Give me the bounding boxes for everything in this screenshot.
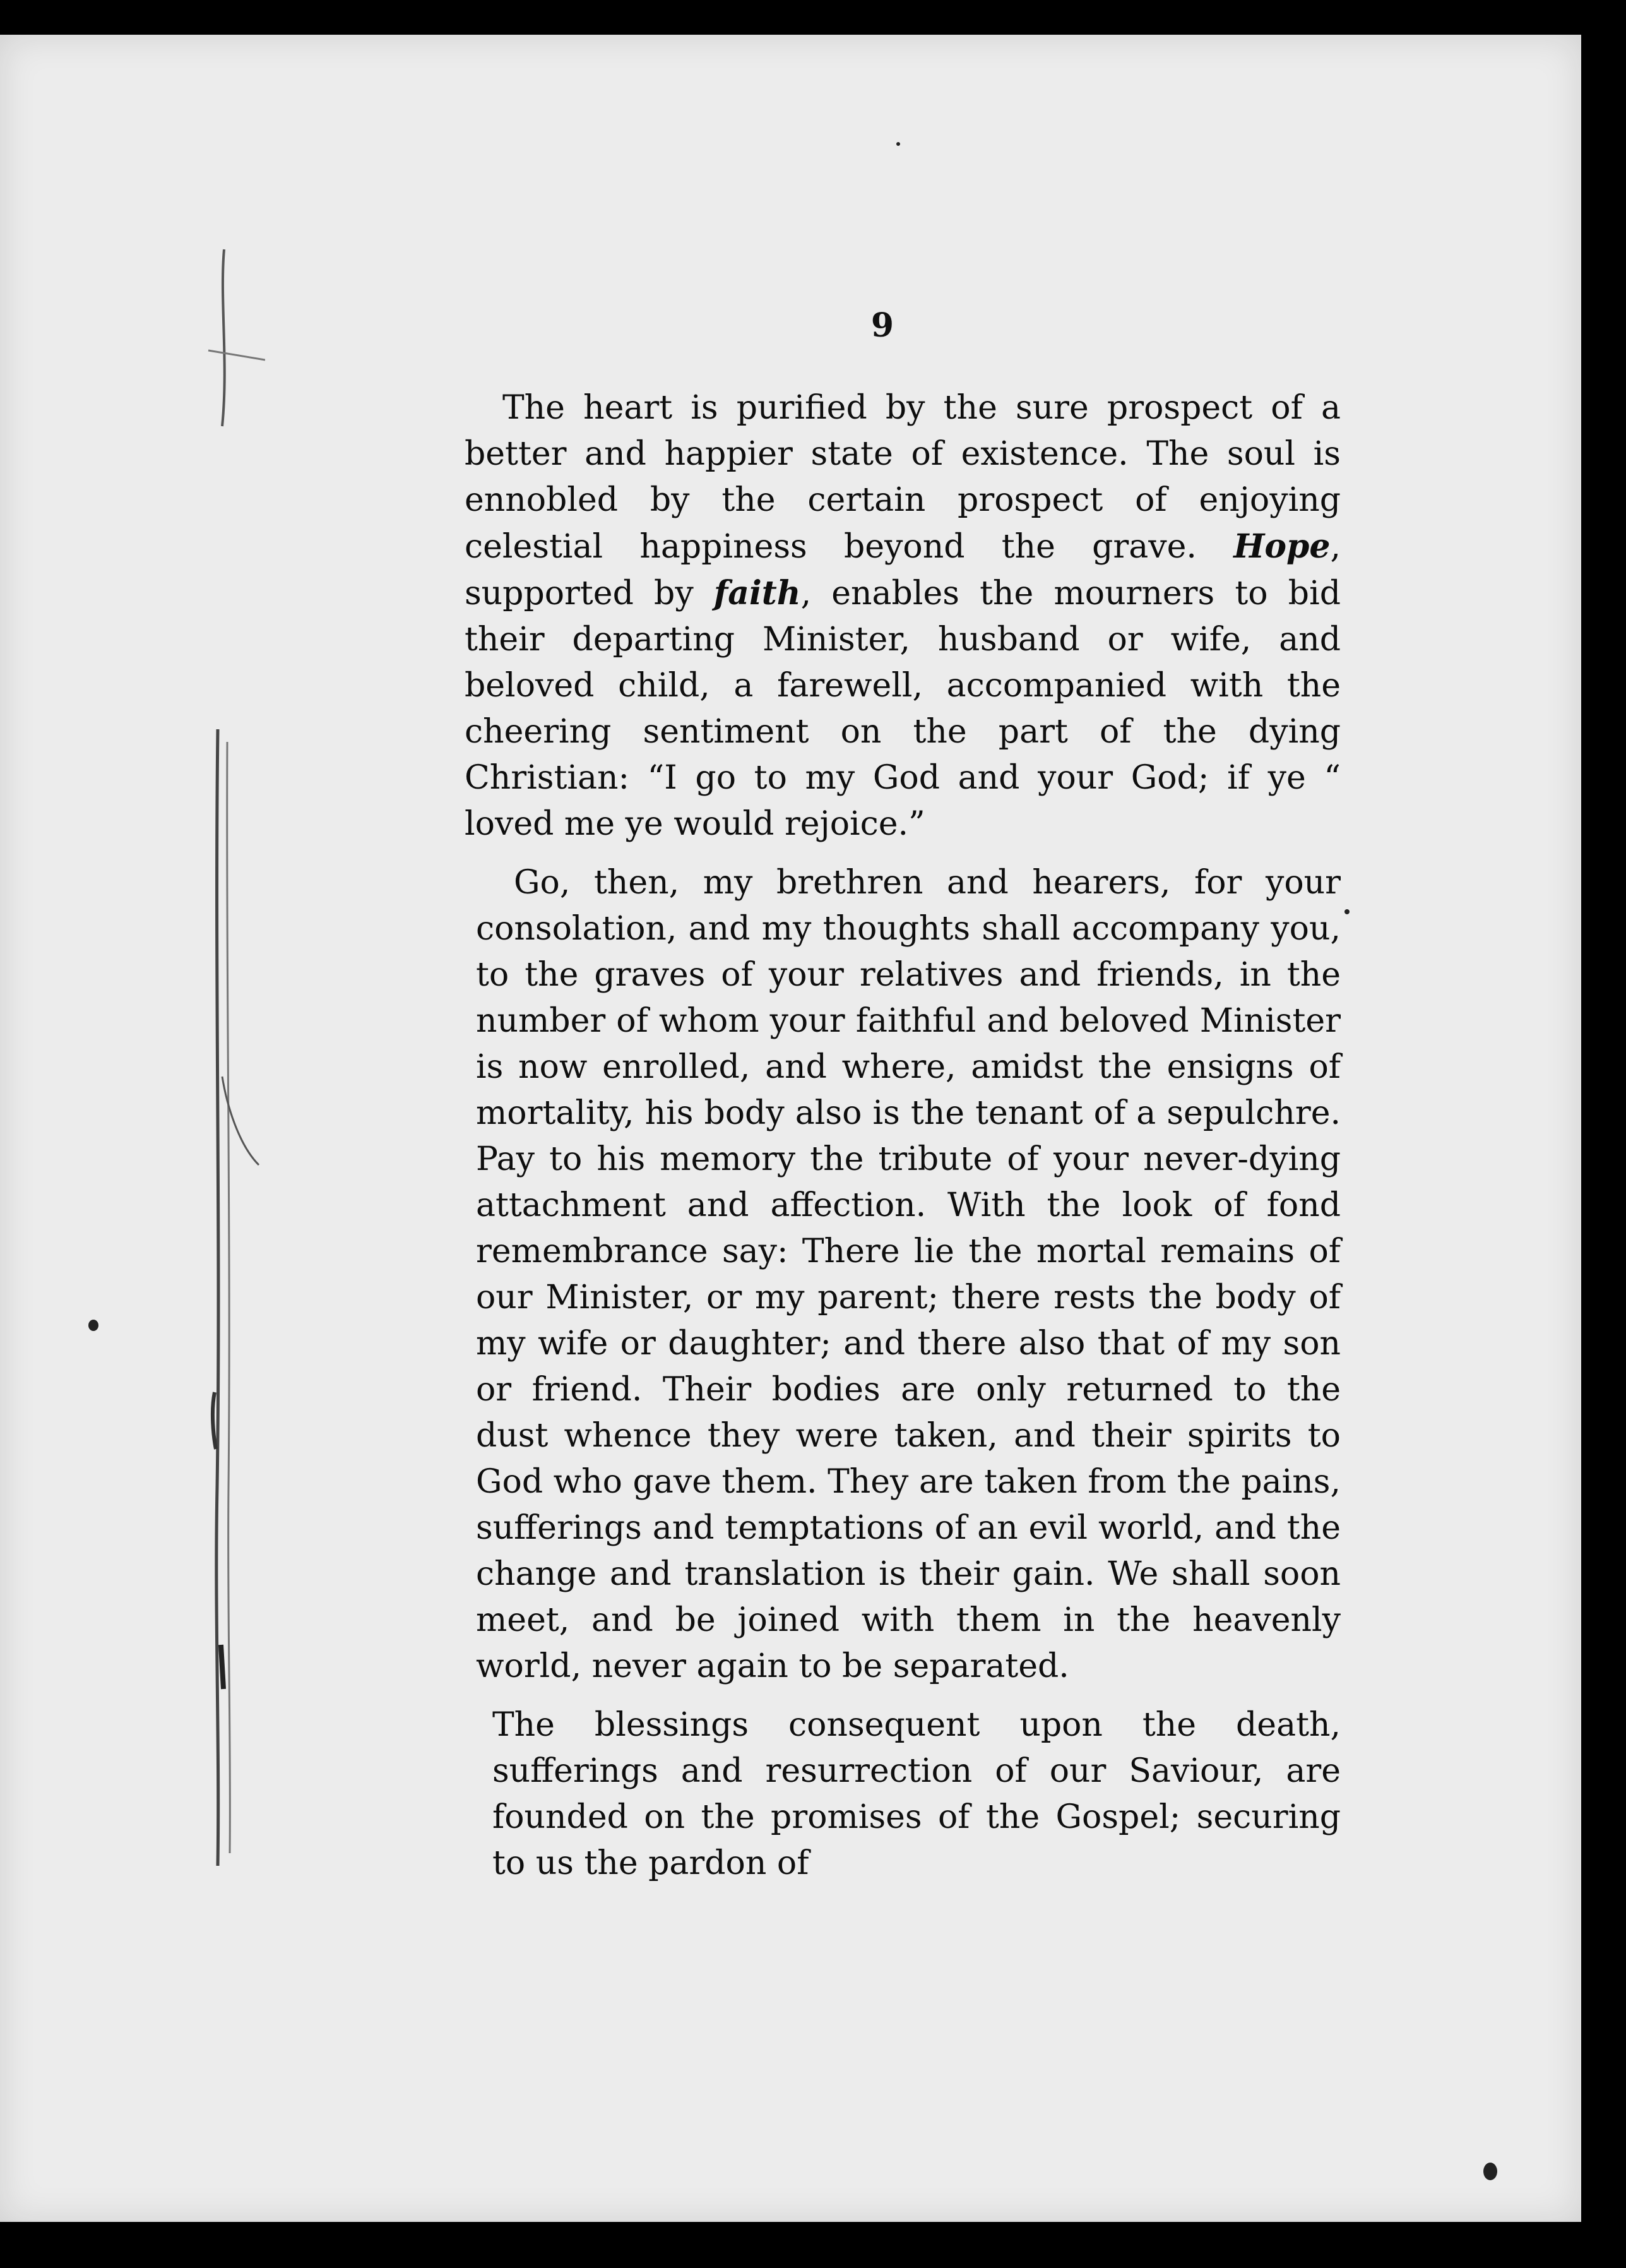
paragraph-2: Go, then, my brethren and hearers, for your consolation, and my thoughts shall accompany you, to the graves of your relatives and friends, in the number of whom your faithful and beloved Minister is now enrolled, and where, amidst the ensigns of mortality, his body also is the tenant of a sepulchre. Pay to his memory the tribute of your never-dying attachment and affection. With the look of fond remembrance say: There lie the mortal remains of our Minister, or my parent; there rests the body of my wife or daughter; and there also that of my son or friend. Their bodies are only returned to the dust whence they were taken, and their spirits to God who gave them. They are taken from the pains, sufferings and temptations of an evil world, and the change and translation is their gain. We shall soon meet, and be joined with them in the heavenly world, never again to be separated.: [476, 864, 1341, 1685]
page-number: 9: [870, 306, 894, 345]
paper-speck: [88, 1320, 98, 1331]
paragraph-1: [465, 385, 1341, 847]
emphasis-faith: faith: [713, 574, 801, 612]
paragraph-3: The blessings consequent upon the death, sufferings and resurrection of our Saviour, are founded on the promises of the Gospel; securing to us the pardon of: [492, 1706, 1341, 1882]
book-page: [0, 35, 1581, 2222]
binding-thread: [189, 35, 265, 2222]
paper-speck: [1483, 2163, 1497, 2180]
emphasis-hope: Hope: [1233, 527, 1331, 566]
body-text: [465, 385, 1341, 1887]
paragraph-1-tail: , enables the mourners to bid their departing Minister, husband or wife, and beloved child, a farewell, accompanied with the cheering sentiment on the part of the dying Christian: “I go to my God and your God; if ye “ loved me ye would rejoice.”: [465, 575, 1341, 843]
paragraph-1-lead: The heart is purified by the sure prospect of a better and happier state of existence. The soul is ennobled by the certain prospect of enjoying celestial happiness beyond the grave.: [465, 389, 1341, 566]
paper-speck: [1344, 909, 1350, 914]
paragraph-1-middle: , supported by: [465, 528, 1341, 612]
paper-speck: [896, 142, 900, 146]
